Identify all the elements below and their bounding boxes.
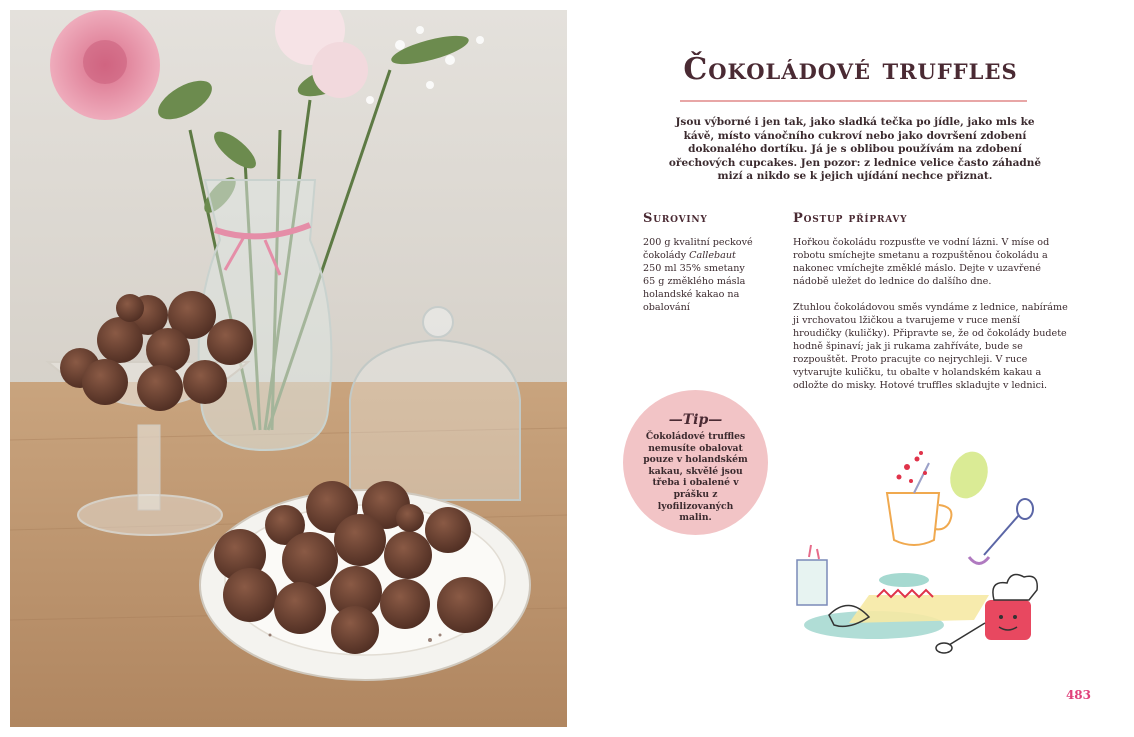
recipe-intro: Jsou výborné i jen tak, jako sladká tečka po jídle, jako mls ke kávě, místo vánočního cukroví nebo jako dovršení zdobení dokonalého dortíku. Já je s oblibou používám na zdobení ořechových cupcakes. Jen pozor: z lednice velice často záhadně mizí a nikdo se k jejich ujídání nechce přiznat. bbox=[668, 116, 1042, 182]
ingredients-list bbox=[643, 236, 773, 314]
cup-drawing bbox=[887, 451, 951, 545]
truffles-photo bbox=[10, 10, 567, 727]
recipe-page bbox=[567, 0, 1134, 737]
recipe-title: Čokoládové truffles bbox=[683, 52, 1018, 87]
procedure-paragraph: Ztuhlou čokoládovou směs vyndáme z lednice, nabíráme ji vrchovatou lžičkou a tvarujeme v ruce menší hroudičky (kuličky). Připravte se, že od čokolády budete hodně špinaví; jak ji rukama zahříváte, bude se rozpouštět. Proto pracujte co nejrychleji. V ruce vytvarujte kuličku, tu obalte v holandském kakau a odložte do misky. Hotové truffles skladujte v lednici. bbox=[793, 302, 1068, 391]
tip-text: Čokoládové truffles nemusíte obalovat pouze v holandském kakau, skvělé jsou třeba i obalené v prášku z lyofilizovaných malin. bbox=[643, 431, 748, 524]
cake-drawing bbox=[829, 590, 989, 626]
ingredient-item: 250 ml 35% smetany bbox=[643, 263, 745, 274]
procedure-text bbox=[793, 236, 1071, 405]
page-number: 483 bbox=[1065, 688, 1091, 702]
ingredients-heading: Suroviny bbox=[643, 211, 708, 226]
tip-circle bbox=[623, 390, 768, 535]
ingredient-item: 65 g změklého másla bbox=[643, 276, 746, 287]
kitchen-illustration bbox=[789, 445, 1059, 660]
ingredient-item: 200 g kvalitní peckové čokolády Callebaut bbox=[643, 237, 753, 261]
procedure-paragraph: Hořkou čokoládu rozpusťte ve vodní lázni. V míse od robotu smíchejte smetanu a rozpuštěnou čokoládu a nakonec vmíchejte změklé máslo. Dejte v uzavřené nádobě uležet do lednice do dalšího dne. bbox=[793, 237, 1050, 287]
glass-drawing bbox=[797, 545, 827, 605]
whisk-drawing bbox=[969, 499, 1033, 564]
procedure-heading: Postup přípravy bbox=[793, 211, 908, 226]
ingredient-item: holandské kakao na obalování bbox=[643, 289, 740, 313]
glass-vase bbox=[199, 180, 332, 450]
tip-title: —Tip— bbox=[668, 412, 723, 428]
title-divider bbox=[680, 100, 1027, 102]
